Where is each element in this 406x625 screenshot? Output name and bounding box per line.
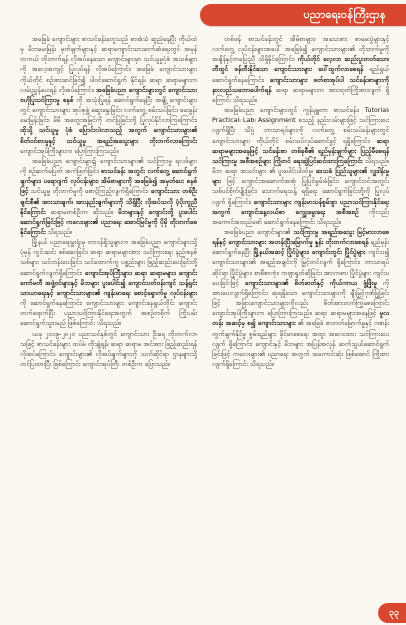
paragraph <box>20 156 197 237</box>
body-text: ရည်ရွယ်ဆောင်ရွက်နေကြောင်း၊ <box>212 65 389 84</box>
bold-text: သင်ကြားမှု အရည်အသွေး မြင့်မားလာစေရန်နှင့် ကျောင်းသားများ အတန်းပြီးမြောက်မှု နှုန်း တိုးတက်လာစေရန် <box>212 227 389 247</box>
body-text: ဆရာ ဆရာမများက အားထုတ်ကြိုးစားလျက် ရှိကြောင်း သိရသည်။ <box>212 85 389 104</box>
bold-text: ကျောင်းသားများ ဖတ်စာအုပ်ပါ သင်ခန်းစာများကို နားလည်သဘောပေါက်ရန် <box>212 75 389 94</box>
body-text: အခြေခံ ကျောင်းများ စာသင်ခန်းတွေသည် စာအံသံ ဆူညံနေပြီး ကိုယ်ထဲမှ မိဘမေးမြန်း မှတ်ချက်များနှင့် ဆရာကျောင်းသားဆက်ဆံရေးတွင် အမှန်တကယ် တိုးတက်ရန် လိုအပ်နေသော ကျောင်းများမှာ သင်ယူမှုပုံစံ အသစ်များကို အလေ့အကျင့် ပြုလုပ်ရန် လိုအပ်ကြောင်း၊ အခြေခံ ကျောင်းသားများ ကိုယ်တိုင် စဉ်းစားဆင်ခြင်၍ ပါဝင်ဆောင်ရွက် နိုင်ရန်၊ ဆရာ ဆရာမများက လမ်းညွှန်ပေးရန် လိုအပ်ကြောင်း၊ <box>20 35 197 94</box>
body-text: ယခု ၂၀၁၉-၂၀၂၀ ပညာသင်နှစ်တွင် ကျောင်းသား ဦးရေ တိုးတက်လာသဖြင့် စာသင်ခန်းများ ထပ်မံ တိုးချဲ့ရန်၊ ဆရာ ဆရာမ အင်အား ဖြည့်ဆည်းရန် လိုအပ်ကြောင်း၊ ကျောင်းများ၏ လိုအပ်ချက်များကို သက်ဆိုင်ရာ ဌာနများသို့ တင်ပြထားပြီး ဖြစ်ကြောင်း ကျောင်းအုပ်ကြီး တစ်ဦးက ပြောသည်။ <box>20 329 197 368</box>
bold-text: ကျောင်းသားများ၏ စိတ်ဓာတ်နှင့် ကိုယ်ကာယ ဖွံ့ဖြိုးမှု <box>244 278 377 287</box>
body-text: ကျောင်းအုပ်ကြီးများက ပြောကြားကြသည်။ <box>20 146 119 155</box>
bold-text: ကိုယ်တိုင် လေ့လာ ဆည်းပူးတတ်သော၊ တီထွင် ဖန်တီးနိုင်သော ကျောင်းသားများ ပေါ်ထွက်လာစေရန် <box>212 55 389 74</box>
body-text: ကိုလည်း အကောင်အထည်ဖော် ဆောင်ရွက်နေကြောင်း သိရသည်။ <box>212 207 389 226</box>
body-text: သင်ယူမှု တိုးတက်မှုကို စောင့်ကြည့်လျက်ရှိကြောင်း၊ <box>28 187 151 196</box>
body-text: မြို့နယ် ပညာရေးမှူးရုံးမှ တာဝန်ရှိသူများက အခြေခံပညာ ကျောင်းများသို့ ပုံမှန် ကွင်းဆင်း စစ်ဆေးခြင်း၊ ဆရာ ဆရာမများအား သင်ကြားရေး နည်းစနစ်သစ်များ သင်တန်းပေးခြင်း၊ သင်ထောက်ကူ ပစ္စည်းများ ဖြည့်ဆည်းပေးခြင်းတို့ ဆောင်ရွက်လျက်ရှိကြောင်း၊ <box>20 238 197 277</box>
article-column-left <box>20 34 197 610</box>
bold-text: ကျောင်းသား တစ်ဦးချင်းစီ၏ အားသာချက်၊ အားနည်းချက်များကို သိရှိပြီး လိုအပ်သလို ပံ့ပိုးကူညီနိုင်ကြောင်း <box>20 187 197 216</box>
bold-text: ဆရာ ဆရာမများအနေဖြင့် သင်ခန်းစာ တစ်ခုစီ၏ ရည်မှန်းချက်များ ပြည့်မီစေရန် သင်ကြားမှု အစီအစဉ်များ ကြိုတင် ရေးဆွဲပြင်ဆင်ထားကြကြောင်း <box>212 136 389 165</box>
body-text: ဆရာမတစ်ဦးက ဆိုသည်။ <box>45 207 118 216</box>
body-text: စသည့် နည်းလမ်းများဖြင့် သင်ကြားပေးလျက်ရှိပြီး သိပ္ပံ ဘာသာရပ်များကို လက်တွေ့ စမ်းသပ်ခန်းများတွင် ကျောင်းသားများ ကိုယ်တိုင် စမ်းသပ်လုပ်ဆောင်ခွင့် ရရှိကြောင်း၊ <box>212 116 389 145</box>
bold-text: ထိုသို့ သင်ယူမှု ပုံစံ ပြောင်းလဲလာသည့် အတွက် ကျောင်းသားများ၏ စိတ်ဝင်စားမှုနှင့် သင်ယူမှု အရည်အသွေးများ တိုးတက်လာကြောင်း <box>20 126 197 145</box>
section-header-bar <box>200 4 406 26</box>
body-text: ၏ အခြေခံ စာတတ်မြောက်မှုနှင့် ဂဏန်း တွက်ချက်နိုင်မှု စွမ်းရည်များ ခိုင်မာစေရေး အထူး အလေးထား သင်ကြားပေးလျက် ရှိကြောင်း၊ ကျောင်းနှင့် မိဘများ အပြန်အလှန် ဆက်သွယ်ဆောင်ရွက်ခြင်းဖြင့် ကလေးများ၏ ပညာရေး အတွက် အကောင်းဆုံး ဖြစ်အောင် ကြိုးစားလျက်ရှိကြောင်း သိရသည်။ <box>212 319 389 368</box>
body-text: သိရသည်။ မိဘ ဆရာ အသင်းများ ၏ ပူးပေါင်းပါဝင်မှု၊ <box>212 156 389 176</box>
body-text: ကို အားပေးလျက်ရှိကြောင်း၊ ဆုရရှိသော ကျောင်းသားများကို ချီးမြှင့်ဂုဏ်ပြုခြင်းဖြင့် အခြားကျောင်းသားများကိုလည်း စိတ်အားတက်ကြွစေကြောင်း ကျောင်းအုပ်ကြီးများက ပြောကြားကြသည်။ ဆရာ ဆရာမများအနေဖြင့် <box>212 278 389 318</box>
bold-text: အခြေခံပညာ ကျောင်းများတွင် ကျောင်းသား ဗဟိုပြုသင်ကြားမှု စနစ် <box>20 85 197 104</box>
bold-text: ကျောင်းသားများ ကျန်းမာသန်စွမ်းစွာ ပညာသင်ကြားနိုင်ရေးအတွက် ကျောင်းနေ့လယ်စာ ကျွေးမွေးရေး အစီအစဉ် <box>212 197 389 216</box>
paragraph <box>212 227 389 369</box>
body-text: အခြေခံပညာ ကျောင်းများ၌ ကျောင်းသားများ၏ သင်ကြားမှု ရလဒ်များကို စဉ်ဆက်မပြတ် အကဲဖြတ်ခြင်း၊ <box>20 156 197 176</box>
paragraph <box>20 34 197 156</box>
bold-text: မူလတန်း အဆင့်မှ စ၍ ကျောင်းသားများ <box>212 309 389 328</box>
page-number-badge <box>378 603 406 623</box>
paragraph <box>20 237 197 328</box>
bold-text: ဒေသခံ ပြည်သူများ၏ လှူဒါန်းမှုများ <box>212 167 389 186</box>
section-title: ပညာရေးဝန်ကြီးဌာန <box>303 8 386 21</box>
bold-text: စာသင်ခန်း အတွင်း လက်တွေ့ ဆောင်ရွက်ချက်များ၊ ပရောဂျက် လုပ်ငန်းများ၊ အိမ်စာများကို အခြေခံ၍ အမှတ်ပေး စနစ်ဖြင့် <box>20 167 197 196</box>
page-number: ၃၃ <box>388 608 400 618</box>
bold-text: မြို့နယ်အဆင့် ပြိုင်ပွဲများ၊ ကျောင်းတွင်း ပြိုင်ပွဲများ <box>253 248 366 257</box>
bold-text: မိဘများနှင့် ကျောင်းတို့ ပူးပေါင်းဆောင်ရွက်ခြင်းဖြင့် ကလေးများ၏ ပညာရေး အောင်မြင်မှုကို ပိုမို တိုးတက်စေနိုင်ကြောင်း <box>20 207 197 236</box>
bold-text: ကျောင်းအုပ်ကြီးများ၊ ဆရာ ဆရာမများ၊ ကျောင်းကော်မတီ အဖွဲ့ဝင်များနှင့် မိဘများ ပူးပေါင်း၍ ကျောင်းပတ်ဝန်းကျင် သန့်ရှင်းသာယာရေးနှင့် ကျောင်းသားများ၏ ကျန်းမာရေး စောင့်ရှောက်မှု လုပ်ငန်းများ <box>20 268 197 297</box>
body-text: ကို ဆောင်ရွက်နေကြောင်း၊ ကျောင်းသားများ ကျောင်းနေရွယ်တိုင်း ကျောင်းတက်ရောက်ပြီး ပညာသင်ကြားနိုင်ရေးအတွက် အစဉ်တစိုက် ကြိုးပမ်းဆောင်ရွက်သွားမည် ဖြစ်ကြောင်း သိရသည်။ <box>20 299 197 328</box>
body-text: အခြေခံပညာ ကျောင်းများ၏ <box>224 227 294 236</box>
paragraph <box>212 34 389 105</box>
latin-terms: Tutorial၊ Practical၊ Lab၊ Assignment <box>212 106 389 125</box>
paragraph <box>20 329 197 370</box>
body-text: ဖြင့် ကျောင်းအဆောက်အအုံ ပြုပြင်မွမ်းမံခြင်း၊ ကျောင်းဝင်းအတွင်း သစ်ပင်စိုက်ပျိုးခြင်း၊ သောက်ရေသန့် ရရှိရေး ဆောင်ရွက်ခြင်းတို့ကို ပြုလုပ်လျက် ရှိကြောင်း၊ <box>212 177 389 206</box>
body-text: ကို အသုံးပြုရန် ဆောင်ရွက်နေပြီး အချို့ ကျောင်းများတွင် ကျောင်းသားများ အုပ်စုဖွဲ့ ဆွေးနွေးခြင်း၊ လက်တွေ့ စမ်းသပ်ခြင်း၊ မေးခွန်းမေးမြန်းခြင်း၊ မိမိ အတွေးအမြင်ကို တင်ပြခြင်းတို့ ပြုလုပ်နိုင်လာကြကြောင်း၊ <box>20 95 197 125</box>
body-text: တစ်ဖန် စာသင်ခန်းတွင် အိမ်စာများ၊ အသေးစား စာမေးပွဲများနှင့် လက်တွေ့ လုပ်ငန်းများအပေါ် အခြေခံ၍ ကျောင်းသားများ၏ တိုးတက်မှုကို အချိန်နှင့်တပြေးညီ သိရှိနိုင်ကြောင်း၊ <box>212 35 389 64</box>
body-text: သိရသည်။ <box>45 227 72 236</box>
article-column-right <box>212 34 389 610</box>
body-text: ရည်မှန်းဆောင်ရွက်နေပြီး <box>212 238 389 257</box>
body-text: အခြေခံပညာ ကျောင်းများတွင် ကွန်ပျူတာ စာသင်ခန်း၊ <box>224 106 365 115</box>
body-text: ကျင်းပ၍ ကျောင်းသားများ၏ အရည်အချင်းကို မြှင့်တင်လျက် ရှိကြောင်း၊ ဘာသာရပ်ဆိုင်ရာ ပြိုင်ပွဲများ၊ စာစီစာကုံး၊ ကဗျာရွတ်ဆိုခြင်း၊ အားကစား ပြိုင်ပွဲများ ကျင်းပပေးခြင်းဖြင့် <box>212 248 389 287</box>
paragraph <box>212 105 389 227</box>
